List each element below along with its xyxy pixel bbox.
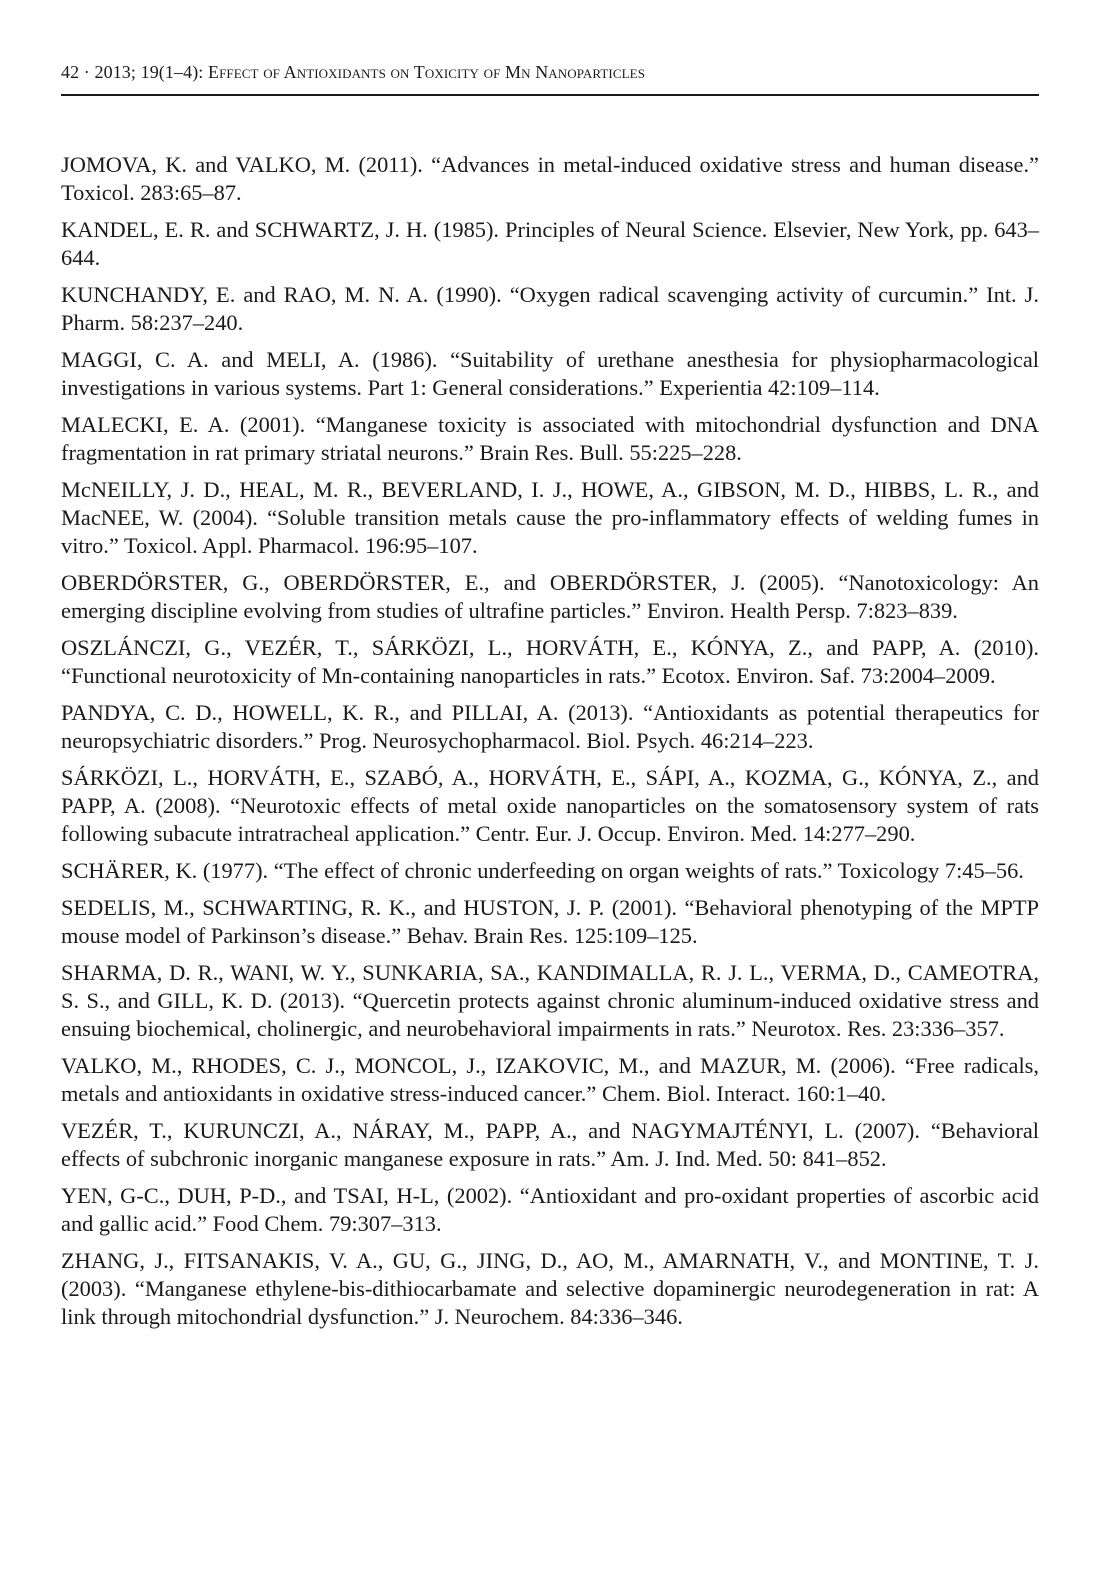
reference-entry: SÁRKÖZI, L., HORVÁTH, E., SZABÓ, A., HORVÁTH, E., SÁPI, A., KOZMA, G., KÓNYA, Z., and PAPP, A. (2008). “Neurotoxic effects of metal oxide nanoparticles on the somatosensory system of rats following subacute intratracheal application.” Centr. Eur. J. Occup. Environ. Med. 14:277–290. — [61, 765, 1039, 846]
reference-entry: ZHANG, J., FITSANAKIS, V. A., GU, G., JING, D., AO, M., AMARNATH, V., and MONTINE, T. J. (2003). “Manganese ethylene-bis-dithiocarbamate and selective dopaminergic neurodegeneration in rat: A link through mitochondrial dysfunction.” J. Neurochem. 84:336–346. — [61, 1248, 1039, 1329]
reference-entry: SHARMA, D. R., WANI, W. Y., SUNKARIA, SA., KANDIMALLA, R. J. L., VERMA, D., CAMEOTRA, S. S., and GILL, K. D. (2013). “Quercetin protects against chronic aluminum-induced oxidative stress and ensuing biochemical, cholinergic, and neurobehavioral impairments in rats.” Neurotox. Res. 23:336–357. — [61, 960, 1039, 1041]
reference-entry: OSZLÁNCZI, G., VEZÉR, T., SÁRKÖZI, L., HORVÁTH, E., KÓNYA, Z., and PAPP, A. (2010). “Functional neurotoxicity of Mn-containing nanoparticles in rats.” Ecotox. Environ. Saf. 73:2004–2009. — [61, 635, 1039, 688]
reference-entry: KANDEL, E. R. and SCHWARTZ, J. H. (1985). Principles of Neural Science. Elsevier, New York, pp. 643–644. — [61, 217, 1039, 270]
reference-entry: PANDYA, C. D., HOWELL, K. R., and PILLAI, A. (2013). “Antioxidants as potential therapeutics for neuropsychiatric disorders.” Prog. Neurosychopharmacol. Biol. Psych. 46:214–223. — [61, 700, 1039, 753]
reference-entry: SEDELIS, M., SCHWARTING, R. K., and HUSTON, J. P. (2001). “Behavioral phenotyping of the MPTP mouse model of Parkinson’s disease.” Behav. Brain Res. 125:109–125. — [61, 895, 1039, 948]
reference-entry: YEN, G-C., DUH, P-D., and TSAI, H-L, (2002). “Antioxidant and pro-oxidant properties of ascorbic acid and gallic acid.” Food Chem. 79:307–313. — [61, 1183, 1039, 1236]
reference-list — [61, 151, 1039, 1340]
reference-entry: VALKO, M., RHODES, C. J., MONCOL, J., IZAKOVIC, M., and MAZUR, M. (2006). “Free radicals, metals and antioxidants in oxidative stress-induced cancer.” Chem. Biol. Interact. 160:1–40. — [61, 1053, 1039, 1106]
header-rule — [61, 94, 1039, 96]
reference-entry: KUNCHANDY, E. and RAO, M. N. A. (1990). “Oxygen radical scavenging activity of curcumin.” Int. J. Pharm. 58:237–240. — [61, 282, 1039, 335]
running-head-title: Effect of Antioxidants on Toxicity of Mn Nanoparticles — [207, 62, 646, 82]
running-head-page-info: 42 · 2013; 19(1–4): — [61, 62, 208, 82]
reference-entry: SCHÄRER, K. (1977). “The effect of chronic underfeeding on organ weights of rats.” Toxicology 7:45–56. — [61, 858, 1024, 883]
reference-entry: MALECKI, E. A. (2001). “Manganese toxicity is associated with mitochondrial dysfunction and DNA fragmentation in rat primary striatal neurons.” Brain Res. Bull. 55:225–228. — [61, 412, 1039, 465]
reference-entry: McNEILLY, J. D., HEAL, M. R., BEVERLAND, I. J., HOWE, A., GIBSON, M. D., HIBBS, L. R., and MacNEE, W. (2004). “Soluble transition metals cause the pro-inflammatory effects of welding fumes in vitro.” Toxicol. Appl. Pharmacol. 196:95–107. — [61, 477, 1039, 558]
reference-entry: JOMOVA, K. and VALKO, M. (2011). “Advances in metal-induced oxidative stress and human disease.” Toxicol. 283:65–87. — [61, 152, 1039, 205]
reference-entry: OBERDÖRSTER, G., OBERDÖRSTER, E., and OBERDÖRSTER, J. (2005). “Nanotoxicology: An emerging discipline evolving from studies of ultrafine particles.” Environ. Health Persp. 7:823–839. — [61, 570, 1039, 623]
reference-entry: VEZÉR, T., KURUNCZI, A., NÁRAY, M., PAPP, A., and NAGYMAJTÉNYI, L. (2007). “Behavioral effects of subchronic inorganic manganese exposure in rats.” Am. J. Ind. Med. 50: 841–852. — [61, 1118, 1039, 1171]
running-head — [61, 62, 1039, 83]
reference-entry: MAGGI, C. A. and MELI, A. (1986). “Suitability of urethane anesthesia for physiopharmacological investigations in various systems. Part 1: General considerations.” Experientia 42:109–114. — [61, 347, 1039, 400]
